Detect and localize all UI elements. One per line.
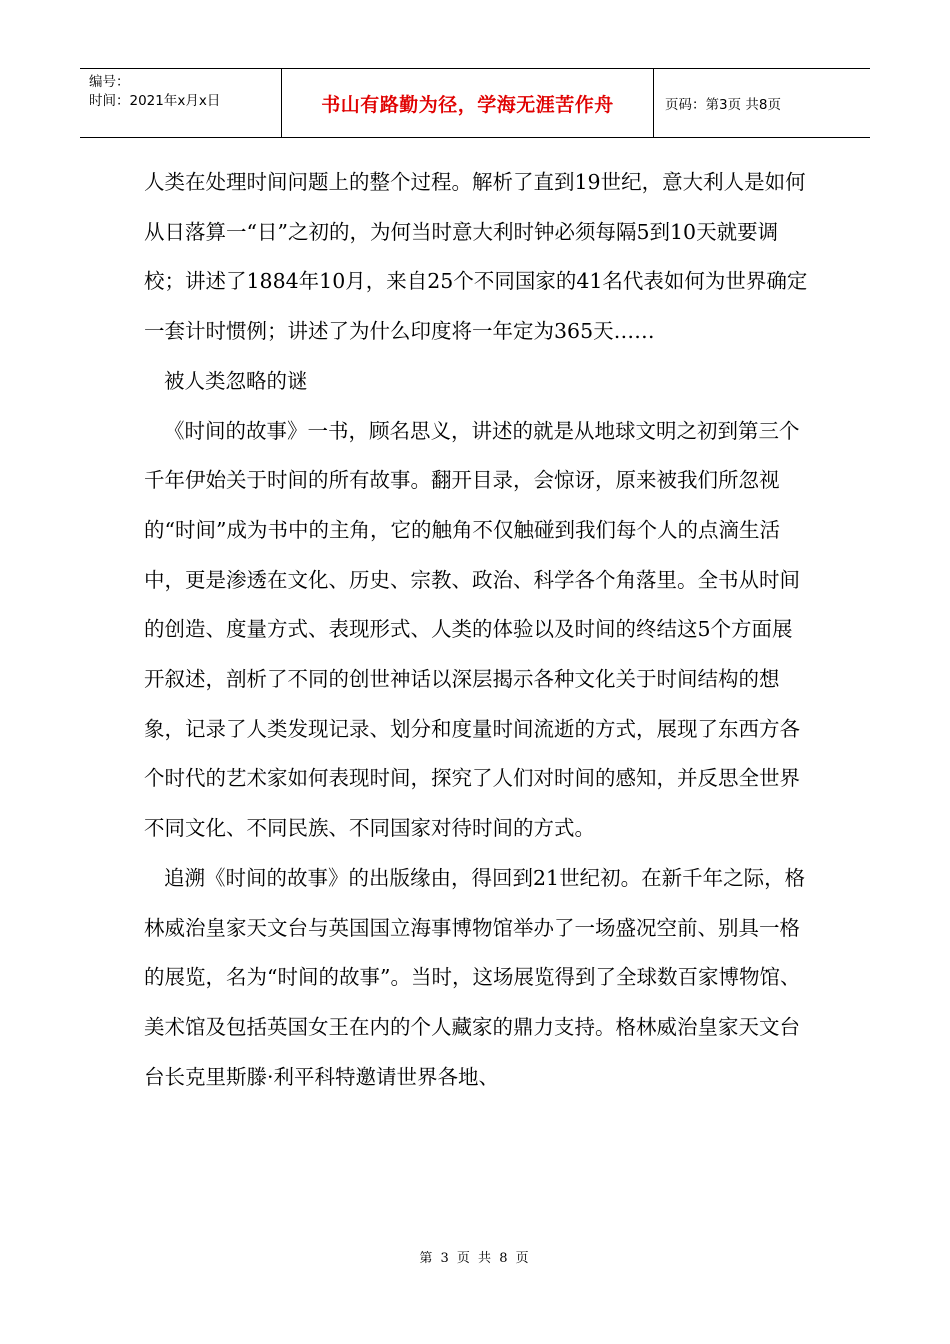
document-body: [144, 158, 810, 1102]
header-motto: 书山有路勤为径，学海无涯苦作舟: [282, 69, 654, 137]
header-meta-cell: [80, 69, 282, 137]
document-time-label: 时间：2021年x月x日: [89, 93, 221, 109]
document-number-label: 编号：: [89, 74, 130, 90]
document-header: [80, 68, 870, 138]
body-paragraph: 人类在处理时间问题上的整个过程。解析了直到19世纪，意大利人是如何从日落算一“日”之初的，为何当时意大利时钟必须每隔5到10天就要调校；讲述了1884年10月，来自25个不同国家的41名代表如何为世界确定一套计时惯例；讲述了为什么印度将一年定为365天……: [144, 170, 808, 344]
body-paragraph: 《时间的故事》一书，顾名思义，讲述的就是从地球文明之初到第三个千年伊始关于时间的所有故事。翻开目录，会惊讶，原来被我们所忽视的“时间”成为书中的主角，它的触角不仅触碰到我们每个人的点滴生活中，更是渗透在文化、历史、宗教、政治、科学各个角落里。全书从时间的创造、度量方式、表现形式、人类的体验以及时间的终结这5个方面展开叙述，剖析了不同的创世神话以深层揭示各种文化关于时间结构的想象，记录了人类发现记录、划分和度量时间流逝的方式，展现了东西方各个时代的艺术家如何表现时间，探究了人们对时间的感知，并反思全世界不同文化、不同民族、不同国家对待时间的方式。: [144, 418, 800, 841]
page-footer: 第 3 页 共 8 页: [419, 1251, 531, 1266]
header-page-code: 页码：第3页 共8页: [665, 97, 781, 113]
body-paragraph: 追溯《时间的故事》的出版缘由，得回到21世纪初。在新千年之际，格林威治皇家天文台与英国国立海事博物馆举办了一场盛况空前、别具一格的展览，名为“时间的故事”。当时，这场展览得到了全球数百家博物馆、美术馆及包括英国女王在内的个人藏家的鼎力支持。格林威治皇家天文台台长克里斯滕·利平科特邀请世界各地、: [144, 865, 806, 1089]
section-heading: 被人类忽略的谜: [164, 368, 308, 393]
